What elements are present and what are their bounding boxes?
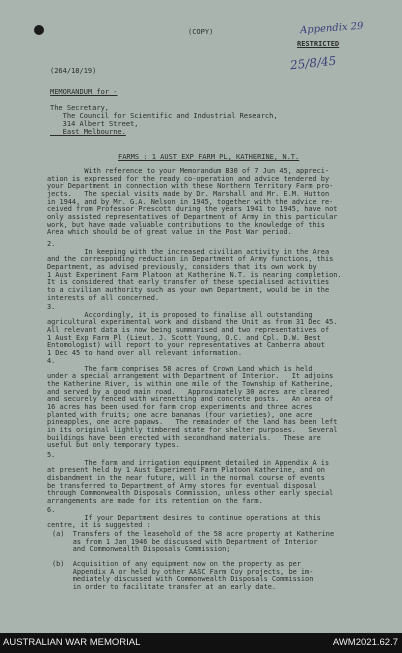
suggestion-a: (a) Transfers of the leasehold of the 58 acre property at Katherine as from 1 Jan 1946 be discussed with Department of Interior and Commonwealth Disposals Commission; bbox=[52, 530, 335, 554]
addressee-line: The Council for Scientific and Industrial Research, bbox=[50, 112, 278, 120]
addressee-line: 314 Albert Street, bbox=[50, 120, 139, 128]
archive-footer bbox=[0, 633, 402, 653]
paragraph-3: 3. Accordingly, it is proposed to finalise all outstanding agricultural experimental work and disband the Unit as from 31 Dec 45. All relevant data is now being summarised and two representatives of 1 Aust Exp Farm Pl (Lieut. J. Scott Young, O.C. and Cpl. D.W. Best Entomologist) will report to your representatives at Canberra about 1 Dec 45 to hand over all relevant information. bbox=[47, 303, 338, 357]
memorandum-heading: MEMORANDUM for - bbox=[50, 88, 118, 96]
restricted-label: RESTRICTED bbox=[297, 40, 340, 48]
copy-label: (COPY) bbox=[188, 28, 214, 36]
paragraph-6: 6. If your Department desires to continue operations at this centre, it is suggested : bbox=[47, 506, 321, 530]
punch-hole bbox=[34, 25, 44, 35]
file-reference: (264/18/19) bbox=[50, 67, 97, 75]
handwritten-date: 25/8/45 bbox=[289, 53, 337, 73]
paragraph-1: With reference to your Memorandum B30 of 7 Jun 45, appreci- ation is expressed for the ready co-operation and advice tendered by your Department in connection with these Northern Territory Farm pro- jects. The special visits made by Dr. Marshall and Mr. E.M. Hutton in 1944, and by Mr. G.A. Nelson in 1945, together with the advice re- ceived from Professor Prescott during the years 1941 to 1945, have not only assisted representatives of Department of Army in this particular work, but have made valuable contributions to the knowledge of this Area which should be of great value in the Post War period. bbox=[47, 167, 338, 237]
paragraph-5: 5. The farm and irrigation equipment detailed in Appendix A is at present held by 1 Aust Experiment Farm Platoon Katherine, and on disbandment in the near future, will in the normal course of events be transferred to Department of Army stores for eventual disposal through Commonwealth Disposals Commission, unless other early special arrangements are made for its retention on the farm. bbox=[47, 451, 334, 505]
subject-title: FARMS : 1 AUST EXP FARM PL, KATHERINE, N.T. bbox=[118, 153, 300, 161]
handwritten-reference: Appendix 29 bbox=[299, 20, 364, 37]
paragraph-4: 4. The farm comprises 58 acres of Crown Land which is held under a special arrangement with Department of Interior. It adjoins the Katherine River, is within one mile of the Township of Katherine, and served by a good main road. Approximately 30 acres are cleared and securely fenced with wirenetting and concrete posts. An area of 16 acres has been used for farm crop experiments and three acres planted with fruits; one acre bananas (four varieties), one acre pineapples, one acre papaws. The remainder of the land has been left in its original lightly timbered state for shelter purposes. Several buildings have been erected with secondhand materials. These are useful but only temporary types. bbox=[47, 357, 338, 450]
addressee-line: The Secretary, bbox=[50, 104, 110, 112]
addressee-line: East Melbourne. bbox=[50, 128, 126, 136]
paragraph-2: 2. In keeping with the increased civilian activity in the Area and the corresponding reduction in Department of Army functions, this Department, as advised previously, considers that its own work by 1 Aust Experiment Farm Platoon at Katherine N.T. is nearing completion. It is considered that early transfer of these specialised activities to a civilian authority such as your own Department, would be in the interests of all concerned. bbox=[47, 240, 342, 302]
suggestion-b: (b) Acquisition of any equipment now on the property as per Appendix A or held by other AASC Farm Coy projects, be im- mediately discussed with Commonwealth Disposals Commission in order to facilitate transfer at an early date. bbox=[52, 560, 314, 591]
archive-accession-number: AWM2021.62.7 bbox=[332, 637, 398, 648]
archive-name: AUSTRALIAN WAR MEMORIAL bbox=[3, 637, 141, 648]
